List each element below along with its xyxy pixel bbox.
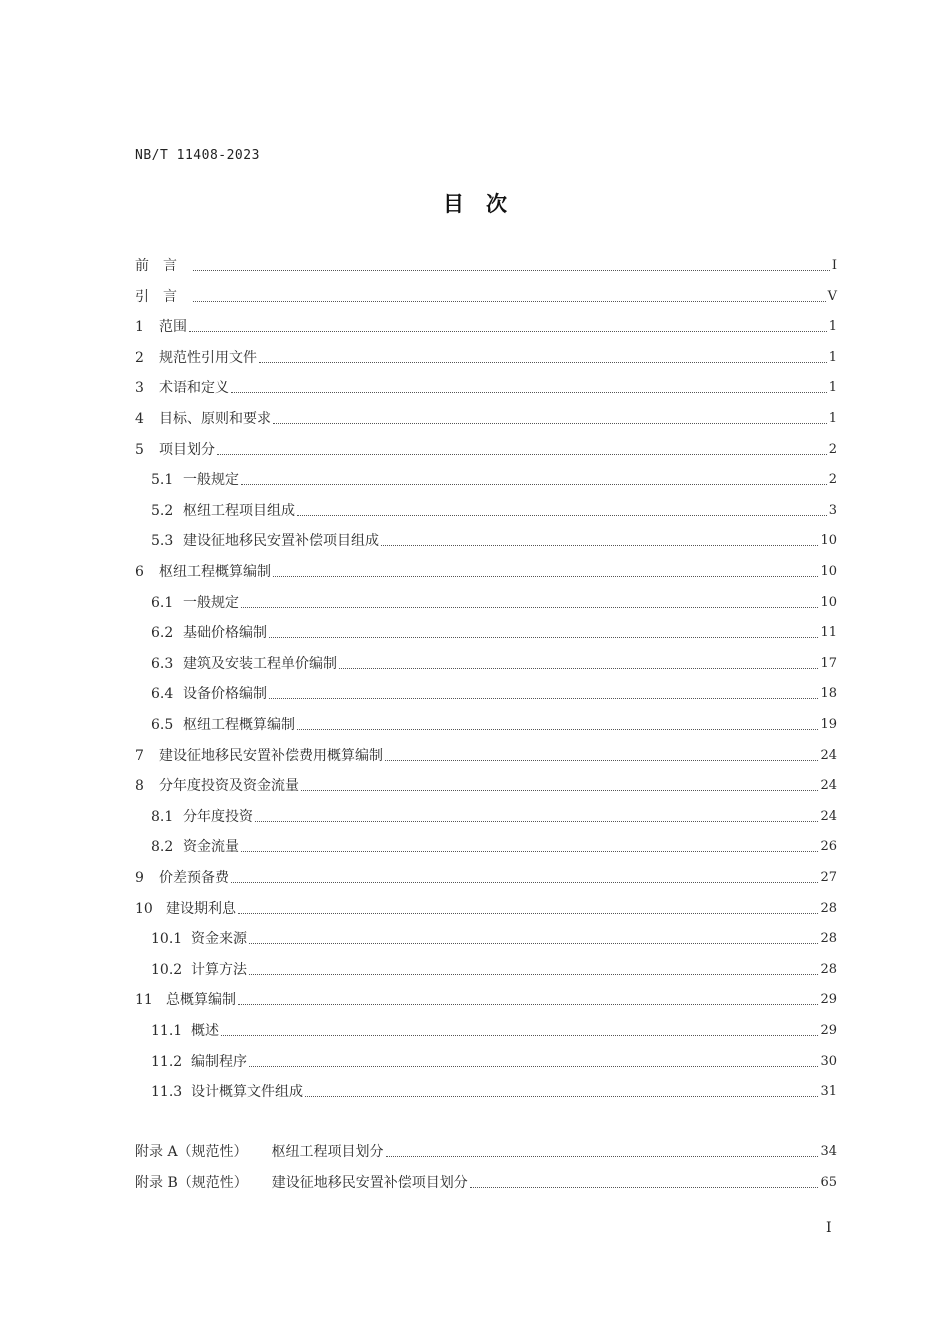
page-number: I <box>826 1220 832 1236</box>
dot-leader <box>231 391 827 393</box>
appendix-entry[interactable] <box>135 1173 837 1193</box>
toc-entry-number: 5.3 <box>151 533 174 550</box>
toc-entry-number: 5.1 <box>151 472 174 489</box>
toc-entry-page: 28 <box>820 931 837 947</box>
toc-entry-page: 24 <box>820 747 837 763</box>
toc-entry-number: 2 <box>135 349 144 366</box>
toc-entry-number: 8.2 <box>151 839 174 856</box>
toc-entry[interactable] <box>151 623 837 643</box>
toc-entry-label: 计算方法 <box>191 961 247 978</box>
toc-entry-label: 建设期利息 <box>166 900 236 917</box>
toc-entry[interactable] <box>151 929 837 949</box>
dot-leader <box>193 300 826 302</box>
toc-entry-number: 11 <box>135 992 153 1009</box>
toc-entry-page: 1 <box>828 411 837 426</box>
toc-entry[interactable] <box>151 1082 837 1102</box>
toc-entry[interactable] <box>151 837 837 857</box>
toc-entry[interactable] <box>135 776 837 796</box>
toc-entry-page: V <box>827 288 837 304</box>
toc-entry-label: 建设征地移民安置补偿费用概算编制 <box>159 747 383 764</box>
dot-leader <box>238 1003 818 1005</box>
toc-entry-number: 6.4 <box>151 686 174 703</box>
appendix-page: 65 <box>820 1175 837 1190</box>
toc-entry-label: 目标、原则和要求 <box>159 411 271 427</box>
toc-entry[interactable] <box>135 899 837 919</box>
toc-entry-page: 19 <box>820 717 837 732</box>
toc-entry-label: 建筑及安装工程单价编制 <box>183 655 337 672</box>
dot-leader <box>297 728 818 730</box>
dot-leader <box>193 269 830 271</box>
toc-entry[interactable] <box>151 1021 837 1041</box>
dot-leader <box>381 544 818 546</box>
toc-entry-label: 引言 <box>135 288 191 305</box>
toc-entry[interactable] <box>151 593 837 613</box>
toc-entry-number: 5.2 <box>151 502 174 519</box>
toc-entry-page: 24 <box>820 778 837 794</box>
toc-entry-label: 枢纽工程概算编制 <box>159 564 271 580</box>
toc-entry-page: 2 <box>828 472 837 488</box>
toc-entry[interactable] <box>135 378 837 398</box>
toc-entry-page: 10 <box>820 594 837 610</box>
dot-leader <box>238 912 818 914</box>
toc-entry-label: 术语和定义 <box>159 380 229 397</box>
dot-leader <box>241 850 818 852</box>
toc-entry-page: 11 <box>820 625 837 641</box>
toc-entry-page: 1 <box>828 319 837 335</box>
toc-entry[interactable] <box>135 562 837 582</box>
dot-leader <box>297 514 827 516</box>
toc-entry-number: 1 <box>135 319 144 336</box>
dot-leader <box>217 453 827 455</box>
dot-leader <box>189 330 827 332</box>
dot-leader <box>385 759 818 761</box>
toc-entry-label: 一般规定 <box>183 594 239 611</box>
appendix-label: 附录 A（规范性） <box>135 1144 248 1160</box>
toc-entry-label: 范围 <box>159 319 187 336</box>
toc-entry-label: 设计概算文件组成 <box>191 1084 303 1101</box>
dot-leader <box>259 361 827 363</box>
dot-leader <box>221 1034 818 1036</box>
toc-entry-page: 26 <box>820 839 837 855</box>
toc-entry[interactable] <box>135 868 837 888</box>
appendix-title: 枢纽工程项目划分 <box>271 1144 384 1160</box>
toc-entry[interactable] <box>151 654 837 674</box>
toc-entry-number: 10.2 <box>151 961 183 978</box>
dot-leader <box>339 667 818 669</box>
toc-entry[interactable] <box>151 715 837 735</box>
toc-entry-number: 6 <box>135 564 144 580</box>
toc-entry[interactable] <box>151 1052 837 1072</box>
toc-entry[interactable] <box>151 470 837 490</box>
toc-entry-label: 规范性引用文件 <box>159 349 257 366</box>
page-title: 目次 <box>443 192 529 216</box>
appendix-label: 附录 B（规范性） <box>135 1175 248 1191</box>
dot-leader <box>273 575 818 577</box>
toc-entry-number: 5 <box>135 441 144 458</box>
dot-leader <box>301 789 818 791</box>
toc-entry-label: 资金流量 <box>183 839 239 856</box>
toc-entry-number: 11.1 <box>151 1023 183 1039</box>
toc-entry-page: 27 <box>820 870 837 885</box>
dot-leader <box>249 942 818 944</box>
toc-entry[interactable] <box>151 807 837 827</box>
toc-entry[interactable] <box>135 746 837 766</box>
toc-entry-page: 10 <box>820 564 837 579</box>
toc-entry-number: 11.2 <box>151 1053 183 1070</box>
toc-entry-page: 24 <box>820 808 837 824</box>
toc-entry-label: 概述 <box>191 1023 219 1039</box>
toc-entry-page: 2 <box>828 441 837 457</box>
toc-entry-page: 28 <box>820 961 837 977</box>
toc-entry-page: 1 <box>828 349 837 365</box>
toc-entry-page: 18 <box>820 686 837 702</box>
toc-entry-number: 6.1 <box>151 594 174 611</box>
toc-entry-label: 价差预备费 <box>159 870 229 886</box>
toc-entry-label: 项目划分 <box>159 441 215 458</box>
toc-entry-number: 6.3 <box>151 655 174 672</box>
dot-leader <box>273 422 827 424</box>
toc-entry-label: 前言 <box>135 258 191 274</box>
appendix-title: 建设征地移民安置补偿项目划分 <box>271 1175 468 1191</box>
toc-entry[interactable] <box>135 287 837 307</box>
toc-entry-label: 基础价格编制 <box>183 625 267 642</box>
dot-leader <box>241 483 827 485</box>
toc-entry-number: 8.1 <box>151 808 174 825</box>
toc-entry[interactable] <box>151 531 837 551</box>
toc-entry-number: 8 <box>135 778 144 795</box>
toc-entry-label: 建设征地移民安置补偿项目组成 <box>183 533 379 550</box>
toc-entry-number: 4 <box>135 411 144 427</box>
toc-entry-page: 3 <box>828 502 837 518</box>
toc-entry-page: 31 <box>820 1084 837 1100</box>
toc-entry-label: 枢纽工程概算编制 <box>183 717 295 733</box>
toc-entry-page: 1 <box>828 380 837 396</box>
toc-entry[interactable] <box>151 684 837 704</box>
toc-entry[interactable] <box>151 501 837 521</box>
toc-entry-label: 分年度投资及资金流量 <box>159 778 299 795</box>
toc-entry-label: 分年度投资 <box>183 808 253 825</box>
toc-entry[interactable] <box>135 348 837 368</box>
dot-leader <box>249 973 818 975</box>
toc-entry-page: I <box>831 258 837 273</box>
toc-entry[interactable] <box>151 960 837 980</box>
toc-entry-label: 资金来源 <box>191 931 247 948</box>
dot-leader <box>269 636 818 638</box>
toc-entry-label: 总概算编制 <box>166 992 236 1009</box>
toc-entry-page: 17 <box>820 655 837 671</box>
toc-entry-number: 10.1 <box>151 931 183 948</box>
appendix-entry[interactable] <box>135 1142 837 1162</box>
dot-leader <box>231 881 818 883</box>
toc-entry-number: 7 <box>135 747 144 764</box>
standard-code: NB/T 11408-2023 <box>135 148 260 163</box>
dot-leader <box>386 1155 819 1157</box>
toc-entry-label: 枢纽工程项目组成 <box>183 502 295 519</box>
dot-leader <box>255 820 818 822</box>
toc-entry-number: 11.3 <box>151 1084 183 1101</box>
toc-entry[interactable] <box>135 317 837 337</box>
toc-entry-label: 一般规定 <box>183 472 239 489</box>
appendix-page: 34 <box>820 1144 837 1159</box>
toc-entry-number: 9 <box>135 870 144 886</box>
toc-entry[interactable] <box>135 990 837 1010</box>
toc-entry-label: 编制程序 <box>191 1053 247 1070</box>
toc-entry[interactable] <box>135 409 837 429</box>
dot-leader <box>269 697 818 699</box>
toc-entry-number: 6.5 <box>151 717 174 733</box>
toc-entry-number: 6.2 <box>151 625 174 642</box>
toc-entry-page: 29 <box>820 992 837 1008</box>
dot-leader <box>241 606 818 608</box>
dot-leader <box>305 1095 818 1097</box>
toc-entry-number: 10 <box>135 900 153 917</box>
toc-entry-page: 10 <box>820 533 837 549</box>
toc-entry-label: 设备价格编制 <box>183 686 267 703</box>
toc-entry[interactable] <box>135 256 837 276</box>
toc-entry-page: 30 <box>820 1053 837 1069</box>
toc-entry[interactable] <box>135 440 837 460</box>
dot-leader <box>470 1186 819 1188</box>
toc-entry-number: 3 <box>135 380 144 397</box>
toc-entry-page: 29 <box>820 1023 837 1038</box>
toc-entry-page: 28 <box>820 900 837 916</box>
dot-leader <box>249 1065 818 1067</box>
